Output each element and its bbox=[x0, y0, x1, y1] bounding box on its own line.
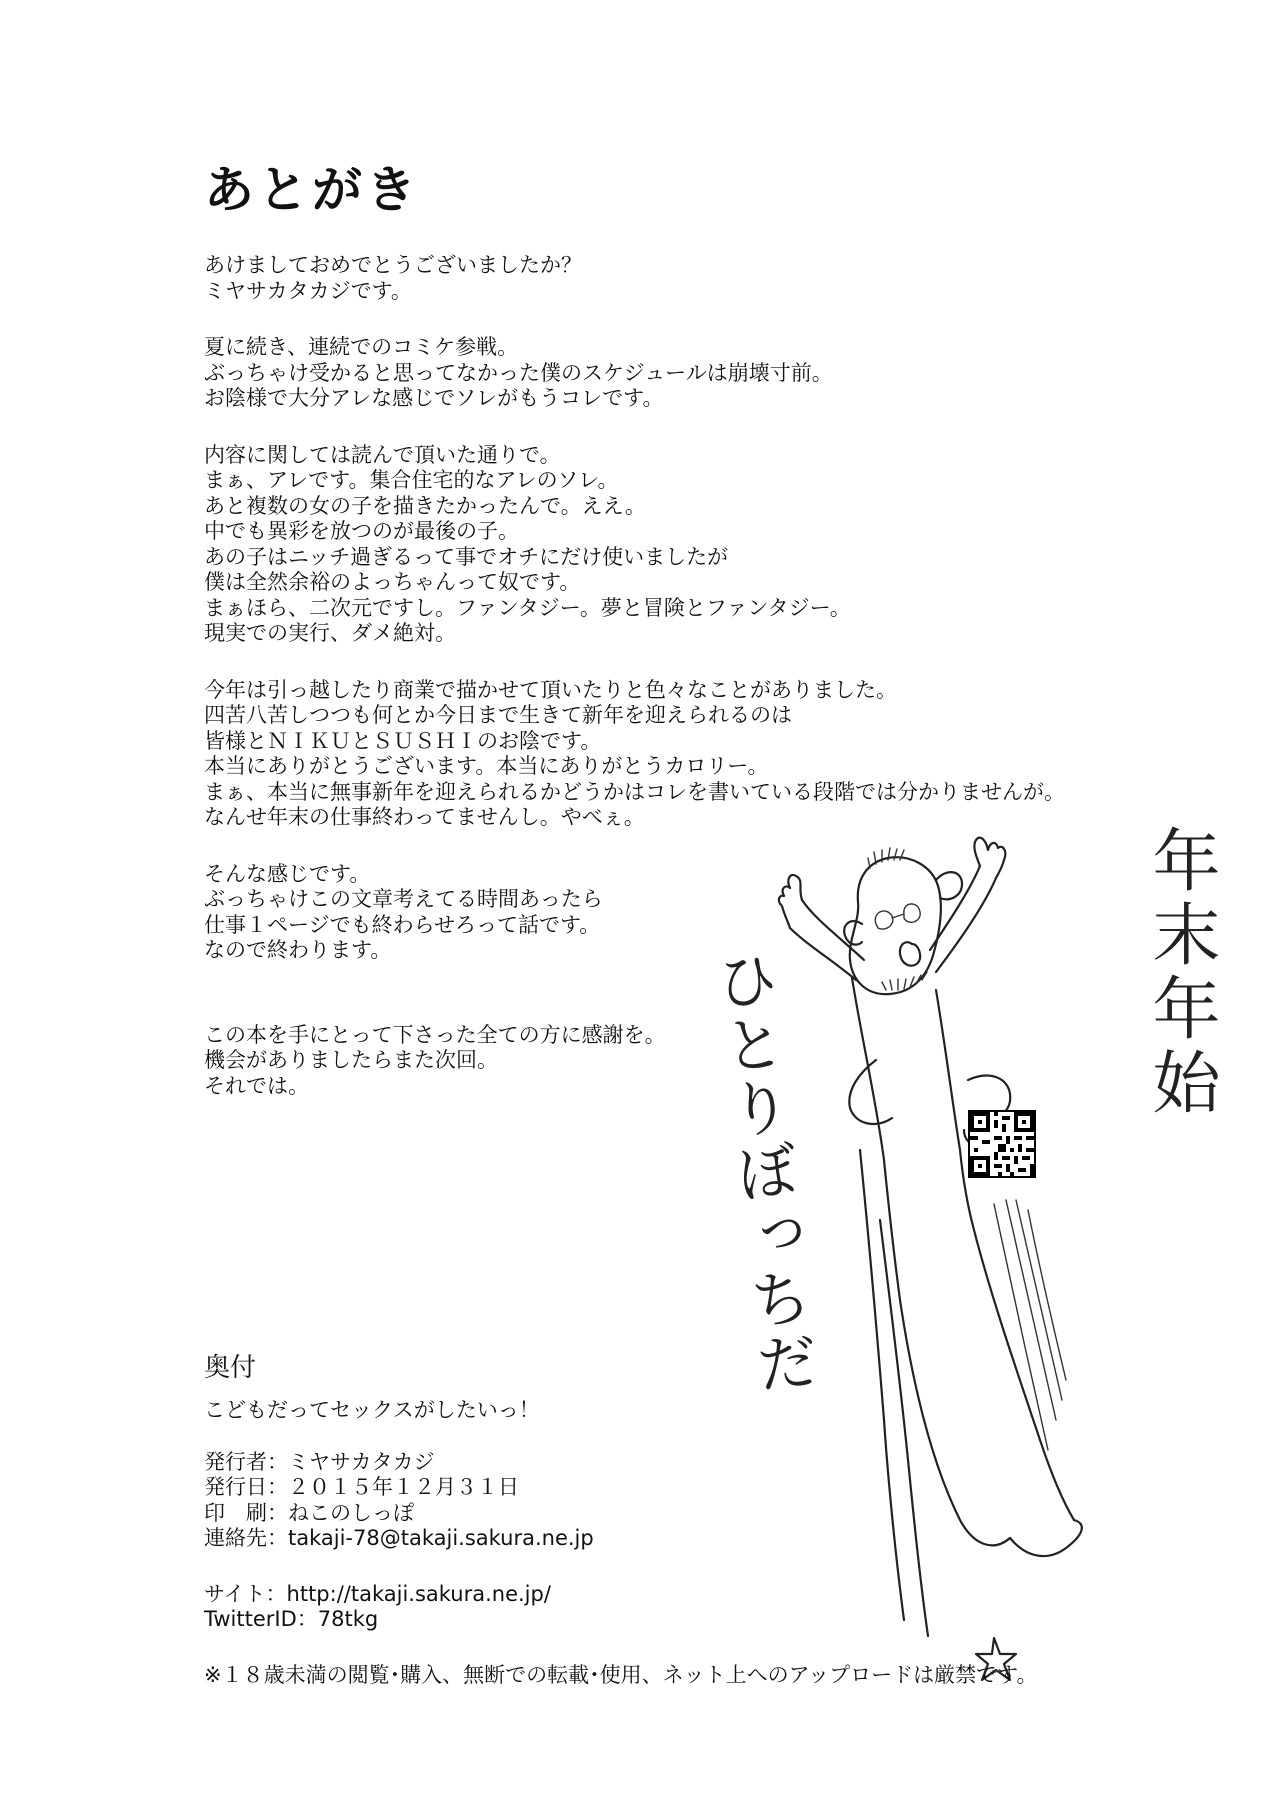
text-line: ミヤサカタカジです。 bbox=[204, 278, 412, 303]
book-title: こどもだってセックスがしたいっ！ bbox=[204, 1398, 540, 1422]
text-line: あと複数の女の子を描きたかったんで。ええ。 bbox=[204, 493, 646, 518]
text-line: 内容に関しては読んで頂いた通りで。 bbox=[204, 442, 561, 467]
paragraph-thanks bbox=[204, 1023, 1064, 1100]
text-line: 四苦八苦しつつも何とか今日まで生きて新年を迎えられるのは bbox=[204, 703, 792, 727]
text-line: 現実での実行、ダメ絶対。 bbox=[204, 621, 456, 645]
paragraph-year bbox=[204, 678, 1064, 831]
text-line: 中でも異彩を放つのが最後の子。 bbox=[204, 519, 519, 543]
text-line: 機会がありましたらまた次回。 bbox=[204, 1048, 498, 1072]
text-line: 皆様とＮＩＫＵとＳＵＳＨＩのお陰です。 bbox=[204, 728, 602, 753]
text-line: まぁほら、二次元ですし。ファンタジー。夢と冒険とファンタジー。 bbox=[204, 595, 851, 620]
text-line: それでは。 bbox=[204, 1073, 309, 1098]
printer-line: 印 刷：ねこのしっぽ bbox=[204, 1500, 414, 1525]
text-line: なんせ年末の仕事終わってませんし。やべぇ。 bbox=[204, 805, 645, 829]
paragraph-content bbox=[204, 443, 1064, 647]
text-line: 仕事１ページでも終わらせろって話です。 bbox=[204, 912, 601, 937]
text-line: まぁ、本当に無事新年を迎えられるかどうかはコレを書いている段階では分かりませんが。 bbox=[204, 779, 1065, 804]
site-line: サイト：http://takaji.sakura.ne.jp/ bbox=[204, 1581, 551, 1606]
text-line: 夏に続き、連続でのコミケ参戦。 bbox=[204, 335, 519, 359]
age-notice: ※１８歳未満の閲覧･購入、無断での転載･使用、ネット上へのアップロードは厳禁です。 bbox=[204, 1662, 1038, 1687]
text-line: そんな感じです。 bbox=[204, 861, 371, 886]
handwritten-year-end: 年末年始 bbox=[1141, 825, 1220, 1121]
paragraph-closing bbox=[204, 862, 1064, 964]
text-line: 本当にありがとうございます。本当にありがとうカロリー。 bbox=[204, 754, 769, 778]
text-line: ぶっちゃけこの文章考えてる時間あったら bbox=[204, 887, 603, 911]
paragraph-greeting bbox=[204, 253, 1064, 304]
text-line: 今年は引っ越したり商業で描かせて頂いたりと色々なことがありました。 bbox=[204, 677, 897, 702]
contact-line: 連絡先：takaji-78@takaji.sakura.ne.jp bbox=[204, 1526, 594, 1550]
page-title: あとがき bbox=[204, 161, 420, 219]
text-line: まぁ、アレです。集合住宅的なアレのソレ。 bbox=[204, 468, 619, 492]
afterword-body bbox=[204, 253, 1064, 1130]
text-line: お陰様で大分アレな感じでソレがもうコレです。 bbox=[204, 386, 664, 410]
text-line: あけましておめでとうございましたか？ bbox=[204, 253, 582, 277]
paragraph-comiket bbox=[204, 335, 1064, 412]
qr-code-pattern bbox=[970, 1112, 1034, 1176]
date-line: 発行日：２０１５年１２月３１日 bbox=[204, 1475, 519, 1499]
publisher-line: 発行者：ミヤサカタカジ bbox=[204, 1449, 435, 1474]
qr-code-image bbox=[968, 1110, 1036, 1178]
text-line: ぶっちゃけ受かると思ってなかった僕のスケジュールは崩壊寸前。 bbox=[204, 360, 833, 385]
twitter-line: TwitterID：78tkg bbox=[204, 1607, 379, 1631]
colophon-heading: 奥付 bbox=[204, 1353, 257, 1383]
text-line: あの子はニッチ過ぎるって事でオチにだけ使いましたが bbox=[204, 544, 729, 569]
text-line: この本を手にとって下さった全ての方に感謝を。 bbox=[204, 1022, 666, 1047]
text-line: なので終わります。 bbox=[204, 938, 392, 962]
handwritten-alone: ひとりぼっちだ bbox=[702, 945, 823, 1399]
text-line: 僕は全然余裕のよっちゃんって奴です。 bbox=[204, 570, 581, 594]
colophon bbox=[204, 1352, 1064, 1688]
